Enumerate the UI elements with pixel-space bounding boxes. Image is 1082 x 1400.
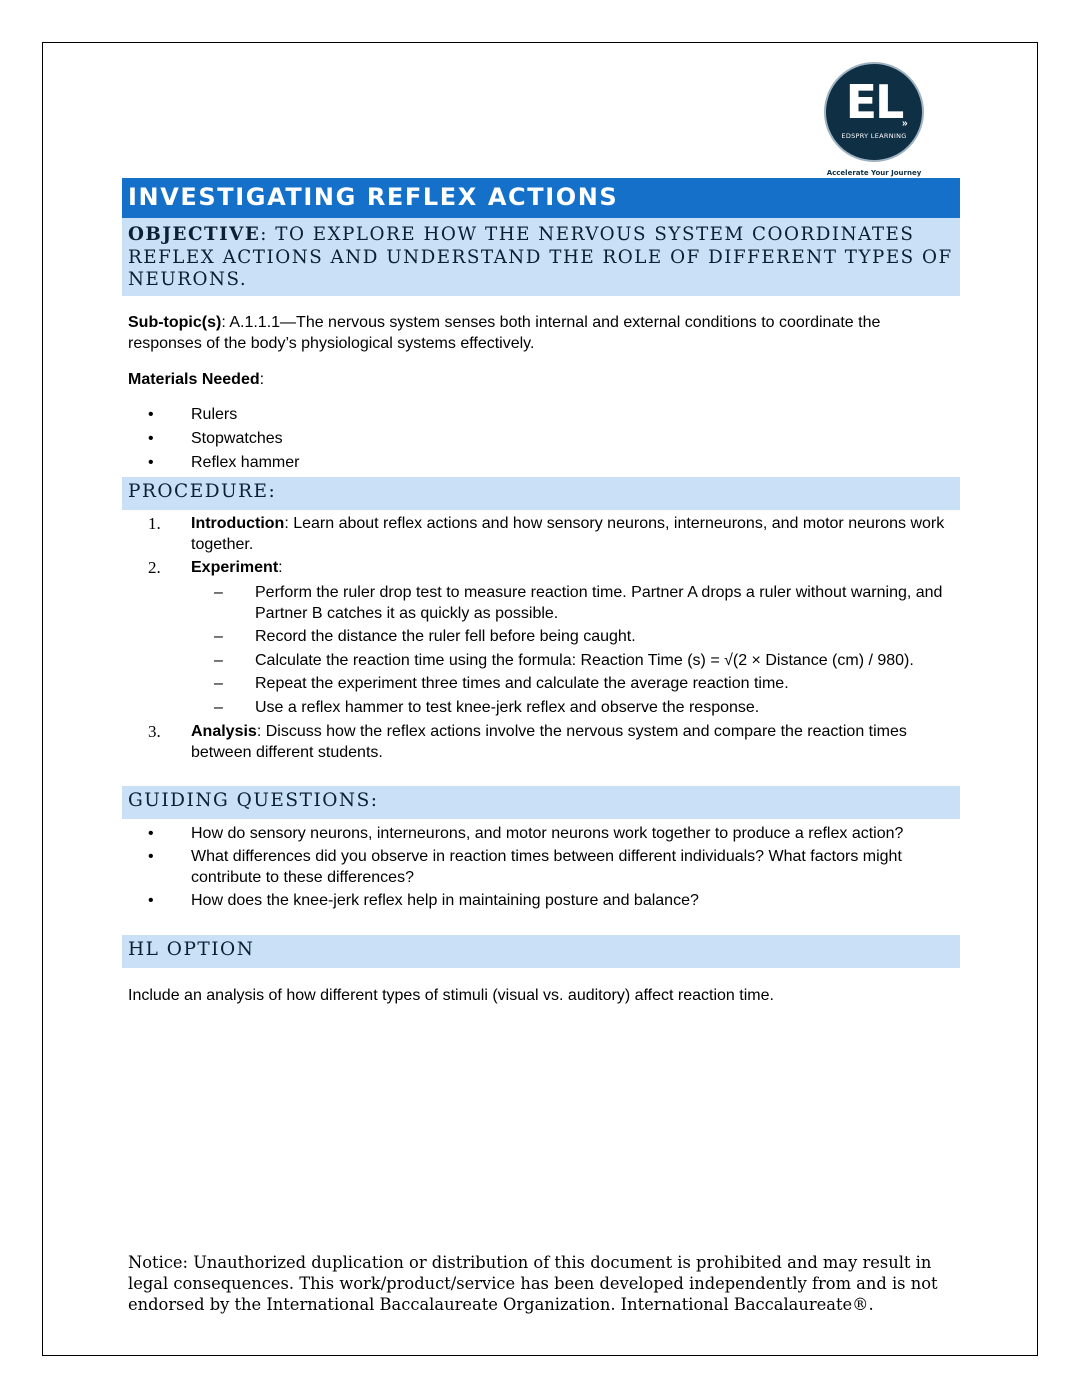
materials-list [128,404,954,473]
hl-option-text: Include an analysis of how different types of stimuli (visual vs. auditory) affect reaction time. [128,987,774,1004]
dash-icon: – [214,675,223,692]
procedure-list [128,513,954,763]
procedure-step [128,557,954,578]
experiment-substep [128,582,954,624]
document-title: INVESTIGATING REFLEX ACTIONS [122,178,960,218]
bullet-icon: • [148,454,154,471]
material-item: Reflex hammer [191,454,300,471]
bullet-icon: • [148,406,154,423]
substep-text: Use a reflex hammer to test knee-jerk reflex and observe the response. [255,699,760,716]
objective-text: : TO EXPLORE HOW THE NERVOUS SYSTEM COORDINATES REFLEX ACTIONS AND UNDERSTAND THE ROLE OF DIFFERENT TYPES OF NEURONS. [128,224,953,290]
experiment-substep [128,650,954,671]
list-item [128,452,954,473]
materials-label: Materials Needed [128,371,260,388]
subtopic-label: Sub-topic(s) [128,314,222,331]
step-label: Analysis [191,723,257,740]
step-label: Experiment [191,559,279,576]
bullet-icon: • [148,430,154,447]
dash-icon: – [214,628,223,645]
procedure-step [128,513,954,555]
bullet-icon: • [148,825,154,842]
guiding-questions-list [128,823,954,911]
step-text: : Discuss how the reflex actions involve the nervous system and compare the reaction times between different students. [191,723,907,761]
experiment-substep [128,697,954,718]
list-item [128,404,954,425]
logo-chevron-icon: » [902,118,908,129]
experiment-substep [128,626,954,647]
objective-label: OBJECTIVE [128,224,261,245]
objective-banner [122,218,960,296]
materials-colon: : [259,371,265,388]
list-item [128,428,954,449]
substep-text: Perform the ruler drop test to measure reaction time. Partner A drops a ruler without warning, and Partner B catches it as quickly as possible. [255,584,943,622]
materials-heading [128,369,954,390]
substep-text: Repeat the experiment three times and calculate the average reaction time. [255,675,789,692]
subtopic-text: : A.1.1.1—The nervous system senses both internal and external conditions to coordinate the responses of the body’s physiological systems effectively. [128,314,881,352]
copyright-notice: Notice: Unauthorized duplication or distribution of this document is prohibited and may result in legal consequences. This work/product/service has been developed independently from and is not endorsed by the International Baccalaureate Organization. International Baccalaureate®. [128,1253,938,1314]
step-number: 3. [148,722,161,741]
dash-icon: – [214,584,223,601]
procedure-step [128,721,954,763]
edspry-logo [822,62,928,180]
bullet-icon: • [148,848,154,865]
step-number: 1. [148,514,161,533]
step-text: : [278,559,283,576]
question-text: How do sensory neurons, interneurons, and motor neurons work together to produce a reflex action? [191,825,904,842]
logo-letters: EL [845,75,903,129]
procedure-heading: PROCEDURE: [122,477,960,510]
list-item [128,890,954,911]
dash-icon: – [214,699,223,716]
step-number: 2. [148,558,161,577]
substep-text: Record the distance the ruler fell before being caught. [255,628,636,645]
list-item [128,846,954,888]
experiment-substep [128,673,954,694]
logo-badge [824,62,924,162]
question-text: What differences did you observe in reaction times between different individuals? What factors might contribute to these differences? [191,848,902,886]
step-text: : Learn about reflex actions and how sensory neurons, interneurons, and motor neurons work together. [191,515,945,553]
material-item: Stopwatches [191,430,283,447]
logo-tagline: Accelerate Your Journey [826,169,922,177]
question-text: How does the knee-jerk reflex help in maintaining posture and balance? [191,892,699,909]
step-label: Introduction [191,515,285,532]
bullet-icon: • [148,892,154,909]
hl-option-heading: HL OPTION [122,935,960,968]
list-item [128,823,954,844]
guiding-questions-heading: GUIDING QUESTIONS: [122,786,960,819]
dash-icon: – [214,652,223,669]
substep-text: Calculate the reaction time using the formula: Reaction Time (s) = √(2 × Distance (cm) / 980). [255,652,914,669]
logo-brand-name: EDSPRY LEARNING [841,132,907,140]
subtopic-paragraph [128,312,954,354]
material-item: Rulers [191,406,238,423]
